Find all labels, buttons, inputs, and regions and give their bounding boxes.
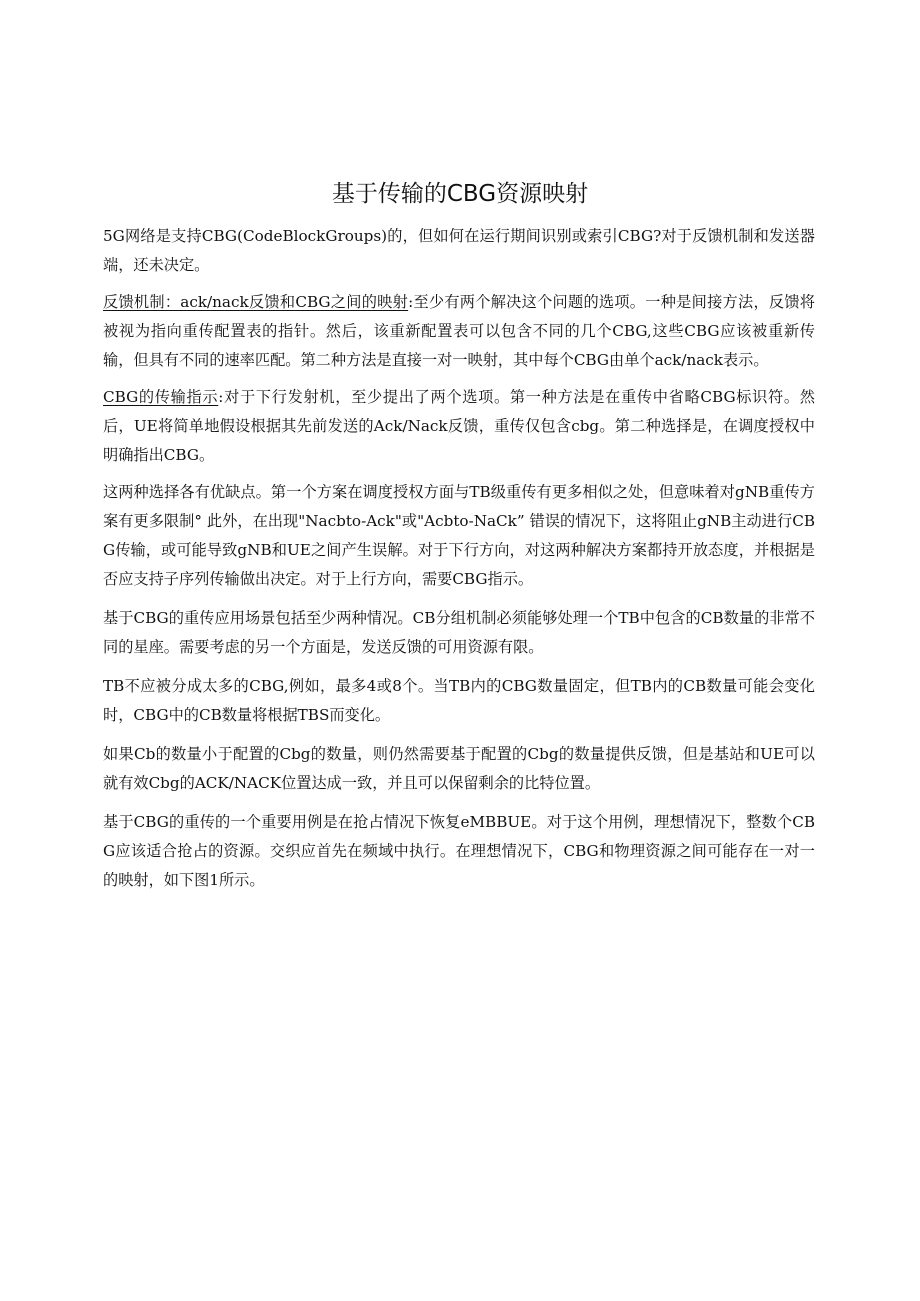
paragraph-pros-cons	[103, 478, 815, 594]
paragraph-text: 基于CBG的重传应用场景包括至少两种情况。CB分组机制必须能够处理一个TB中包含的CB数量的非常不同的星座。需要考虑的另一个方面是，发送反馈的可用资源有限。	[103, 609, 815, 656]
paragraph-tb-split	[103, 672, 815, 730]
paragraph-scenarios	[103, 604, 815, 662]
paragraph-text: :至少有两个解决这个问题的选项。一种是间接方法，反馈将被视为指向重传配置表的指针。然后，该重新配置表可以包含不同的几个CBG,这些CBG应该被重新传输，但具有不同的速率匹配。第二种方法是直接一对一映射，其中每个CBG由单个ack/nack表示。	[103, 293, 815, 369]
paragraph-text: 如果Cb的数量小于配置的Cbg的数量，则仍然需要基于配置的Cbg的数量提供反馈，但是基站和UE可以就有效Cbg的ACK/NACK位置达成一致，并且可以保留剩余的比特位置。	[103, 745, 815, 792]
paragraph-cb-count	[103, 740, 815, 798]
paragraph-cbg-indication	[103, 383, 815, 470]
paragraph-intro	[103, 222, 815, 280]
paragraph-heading: 反馈机制：ack/nack反馈和CBG之间的映射	[103, 293, 409, 311]
document-body	[103, 222, 815, 903]
document-title: 基于传输的CBG资源映射	[331, 181, 589, 207]
paragraph-text: 基于CBG的重传的一个重要用例是在抢占情况下恢复eMBBUE。对于这个用例，理想情况下，整数个CBG应该适合抢占的资源。交织应首先在频域中执行。在理想情况下，CBG和物理资源之间可能存在一对一的映射，如下图1所示。	[103, 813, 815, 889]
paragraph-feedback-mechanism	[103, 288, 815, 375]
paragraph-preemption	[103, 808, 815, 895]
paragraph-heading: CBG的传输指示	[103, 388, 219, 406]
paragraph-text: 5G网络是支持CBG(CodeBlockGroups)的，但如何在运行期间识别或索引CBG?对于反馈机制和发送器端，还未决定。	[103, 227, 815, 274]
paragraph-text: TB不应被分成太多的CBG,例如，最多4或8个。当TB内的CBG数量固定，但TB内的CB数量可能会变化时，CBG中的CB数量将根据TBS而变化。	[103, 677, 815, 724]
paragraph-text: 这两种选择各有优缺点。第一个方案在调度授权方面与TB级重传有更多相似之处，但意味着对gNB重传方案有更多限制° 此外，在出现"Nacbto-Ack"或"Acbto-NaCk” 错误的情况下，这将阻止gNB主动进行CBG传输，或可能导致gNB和UE之间产生误解。对于下行方向，对这两种解决方案都持开放态度，并根据是否应支持子序列传输做出决定。对于上行方向，需要CBG指示。	[103, 483, 815, 588]
paragraph-text: :对于下行发射机，至少提出了两个选项。第一种方法是在重传中省略CBG标识符。然后，UE将简单地假设根据其先前发送的Ack/Nack反馈，重传仅包含cbg。第二种选择是，在调度授权中明确指出CBG。	[103, 388, 815, 464]
